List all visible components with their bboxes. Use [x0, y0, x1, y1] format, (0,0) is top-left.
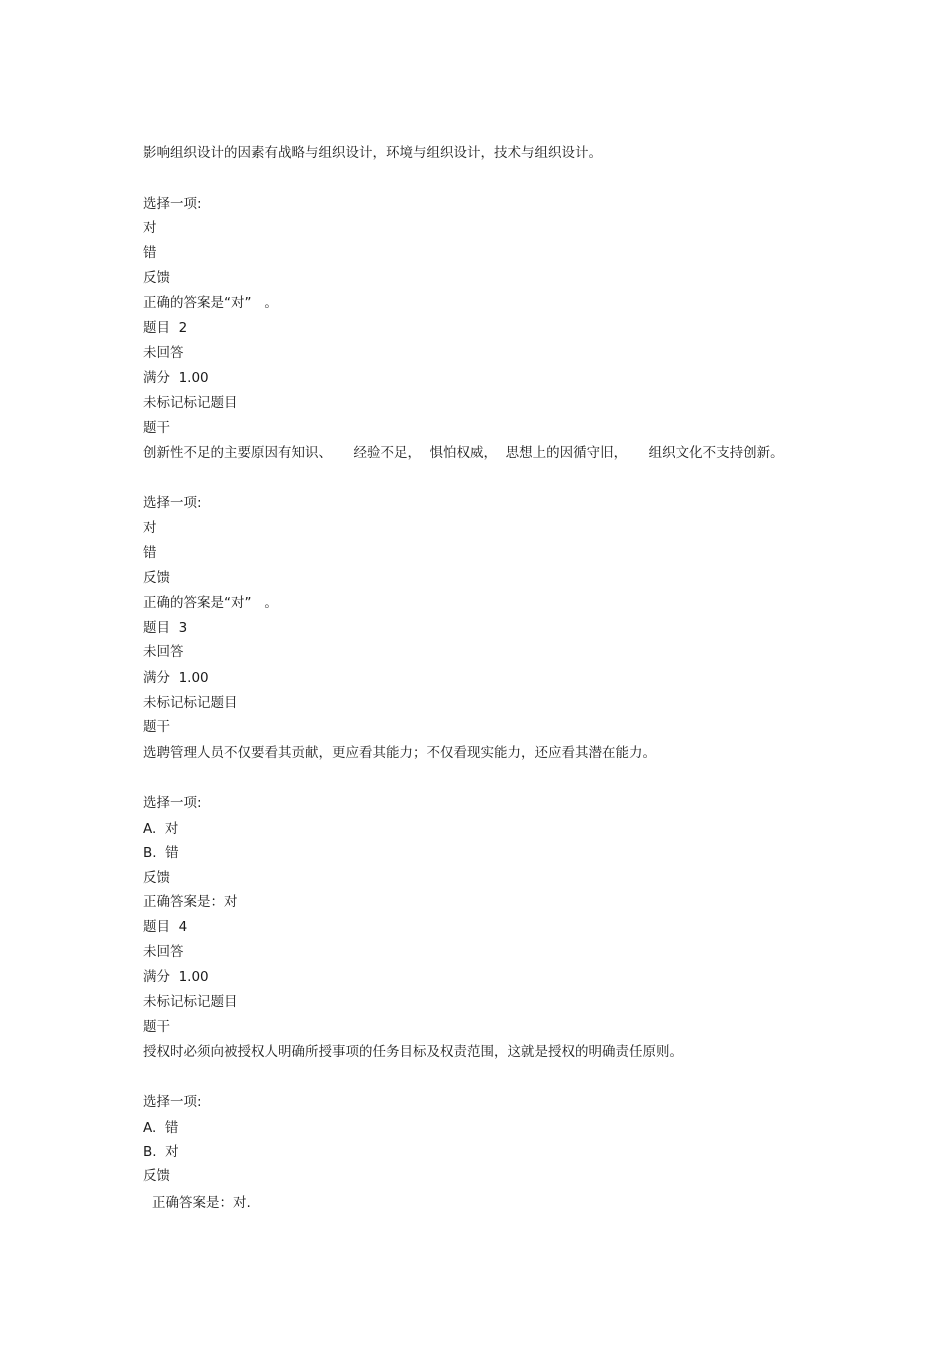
question-3-number: 题目 3	[143, 620, 188, 636]
question-2-feedback-label: 反馈	[143, 570, 170, 586]
question-2-stem: 创新性不足的主要原因有知识、 经验不足， 惧怕权威， 思想上的因循守旧， 组织文化不支持创新。	[143, 445, 784, 461]
question-4-number: 题目 4	[143, 919, 188, 935]
question-3-stem-label: 题干	[143, 719, 170, 735]
question-4-stem: 授权时必须向被授权人明确所授事项的任务目标及权责范围，这就是授权的明确责任原则。	[143, 1044, 683, 1060]
question-2-answer: 正确的答案是“对” 。	[143, 595, 278, 611]
question-2-stem-label: 题干	[143, 420, 170, 436]
question-3-stem: 选聘管理人员不仅要看其贡献，更应看其能力；不仅看现实能力，还应看其潜在能力。	[143, 745, 656, 761]
question-2-choose-prompt: 选择一项:	[143, 495, 202, 511]
question-1-option-b[interactable]: 错	[143, 245, 157, 261]
question-4-answer: 正确答案是：对.	[152, 1195, 251, 1211]
question-4-stem-label: 题干	[143, 1019, 170, 1035]
question-1-feedback-label: 反馈	[143, 270, 170, 286]
question-2-option-a[interactable]: 对	[143, 520, 157, 536]
question-3-choose-prompt: 选择一项:	[143, 795, 202, 811]
question-3-flag[interactable]: 未标记标记题目	[143, 695, 238, 711]
question-2-flag[interactable]: 未标记标记题目	[143, 395, 238, 411]
question-4-flag[interactable]: 未标记标记题目	[143, 994, 238, 1010]
question-2-number: 题目 2	[143, 320, 188, 336]
question-3-score: 满分 1.00	[143, 670, 209, 686]
question-4-choose-prompt: 选择一项:	[143, 1094, 202, 1110]
question-1-answer: 正确的答案是“对” 。	[143, 295, 278, 311]
question-3-feedback-label: 反馈	[143, 870, 170, 886]
question-3-option-b[interactable]: B. 错	[143, 845, 179, 861]
question-4-option-b[interactable]: B. 对	[143, 1144, 179, 1160]
question-1-choose-prompt: 选择一项:	[143, 196, 202, 212]
question-4-feedback-label: 反馈	[143, 1168, 170, 1184]
question-4-option-a[interactable]: A. 错	[143, 1120, 179, 1136]
question-4-score: 满分 1.00	[143, 969, 209, 985]
question-2-option-b[interactable]: 错	[143, 545, 157, 561]
question-1-option-a[interactable]: 对	[143, 220, 157, 236]
question-1-stem: 影响组织设计的因素有战略与组织设计，环境与组织设计，技术与组织设计。	[143, 145, 602, 161]
question-4-status: 未回答	[143, 944, 184, 960]
question-3-option-a[interactable]: A. 对	[143, 821, 179, 837]
question-2-score: 满分 1.00	[143, 370, 209, 386]
question-3-answer: 正确答案是：对	[143, 894, 238, 910]
question-2-status: 未回答	[143, 345, 184, 361]
question-3-status: 未回答	[143, 644, 184, 660]
